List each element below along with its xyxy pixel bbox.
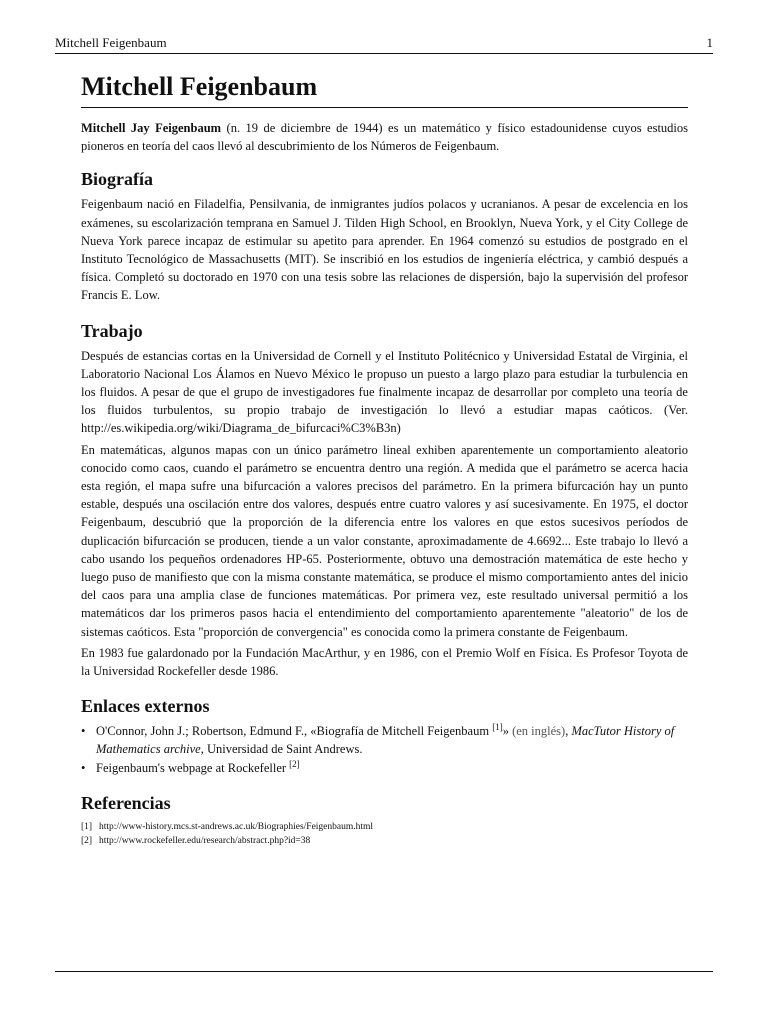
footer-divider <box>55 971 713 972</box>
footnote-ref[interactable]: [1] <box>492 722 503 733</box>
running-header-title: Mitchell Feigenbaum <box>55 35 167 50</box>
external-links-list <box>81 722 688 777</box>
trabajo-paragraph-2: En matemáticas, algunos mapas con un único parámetro lineal exhiben aparentemente un comportamiento aleatorio conocido como caos, cuando el parámetro se encuentra dentro una región. A medida que el parámetro se acerca hacia esta región, el mapa sufre una bifurcación a valores precisos del parámetro. En la primera bifurcación hay un punto estable, después una oscilación entre dos valores, después entre cuatro valores y así sucesivamente. En 1975, el doctor Feigenbaum, descubrió que la proporción de la diferencia entre los valores en que estos sucesivos períodos de duplicación bifurcación se producen, tiende a un valor constante, aproximadamente de 4.6692... Este trabajo lo llevó a cabo usando los pequeños ordenadores HP-65. Posteriormente, obtuvo una demostración matemática de este hecho y luego puso de manifiesto que con la misma constante matemática, se produce el mismo comportamiento antes del inicio del caos para una amplia clase de funciones matemáticas. Por primera vez, este resultado universal permitió a los matemáticos dar los primeros pasos hacia el entendimiento del comportamiento aparentemente "aleatorio" de los de sistemas caóticos. Esta "proporción de convergencia" es conocida como la primera constante de Feigenbaum. <box>81 442 688 639</box>
heading-biografia: Biografía <box>81 169 153 190</box>
heading-referencias: Referencias <box>81 792 171 813</box>
biografia-paragraph: Feigenbaum nació en Filadelfia, Pensilvania, de inmigrantes judíos polacos y ucranianos. A pesar de excelencia en los exámenes, su escolarización temprana en Samuel J. Tilden High School, en Brooklyn, Nueva York, y el City College de Nueva York parece incapaz de estimular su apetito para aprender. En 1964 comenzó su estudios de postgrado en el Instituto Tecnológico de Massachusetts (MIT). Se inscribió en los estudios de ingeniería eléctrica, y cambió después a física. Completó su doctorado en 1970 con una tesis sobre las relaciones de dispersión, bajo la supervisión del profesor Francis E. Low. <box>81 197 688 303</box>
external-link-tail: , Universidad de Saint Andrews. <box>200 742 363 757</box>
heading-trabajo: Trabajo <box>81 320 143 341</box>
reference-url[interactable]: http://www.rockefeller.edu/research/abstract.php?id=38 <box>99 835 311 846</box>
external-link-text[interactable]: O'Connor, John J.; Robertson, Edmund F., «Biografía de Mitchell Feigenbaum <box>96 724 493 739</box>
lead-text: (n. 19 de diciembre de 1944) es un matemático y físico estadounidense cuyos estudios pioneros en teoría del caos llevó al descubrimiento de los Números de Feigenbaum. <box>81 121 689 154</box>
external-link-text[interactable]: Feigenbaum's webpage at Rockefeller <box>96 760 290 775</box>
article-title: Mitchell Feigenbaum <box>81 70 688 108</box>
lead-paragraph <box>81 119 688 155</box>
reference-url[interactable]: http://www-history.mcs.st-andrews.ac.uk/Biographies/Feigenbaum.html <box>99 821 374 832</box>
reference-number: [1] <box>81 821 93 832</box>
heading-enlaces-externos: Enlaces externos <box>81 696 210 717</box>
language-note: (en inglés) <box>512 724 566 739</box>
reference-item <box>81 820 688 834</box>
external-link-item[interactable] <box>81 722 688 758</box>
external-link-closing: » <box>502 724 513 739</box>
external-link-item[interactable] <box>81 759 688 777</box>
external-link-comma: , <box>565 724 572 739</box>
trabajo-paragraph-1: Después de estancias cortas en la Universidad de Cornell y el Instituto Politécnico y Universidad Estatal de Virginia, el Laboratorio Nacional Los Álamos en Nuevo México le propuso un puesto a largo plazo para estudiar la turbulencia en los fluidos. A pesar de que el grupo de investigadores fue finalmente incapaz de desarrollar por completo una teoría de los fluidos turbulentos, su propio trabajo de investigación lo llevó a estudiar mapas caóticos. (Ver. http://es.wikipedia.org/wiki/Diagrama_de_bifurcaci%C3%B3n) <box>81 348 688 436</box>
publication-name: MacTutor History of Mathematics archive <box>96 724 675 757</box>
lead-bold-name: Mitchell Jay Feigenbaum <box>81 121 222 135</box>
article-body <box>81 70 688 848</box>
references-list <box>81 820 688 848</box>
trabajo-paragraph-3: En 1983 fue galardonado por la Fundación MacArthur, y en 1986, con el Premio Wolf en Física. Es Profesor Toyota de la Universidad Rockefeller desde 1986. <box>81 645 688 679</box>
reference-number: [2] <box>81 835 93 846</box>
page-number: 1 <box>706 35 713 50</box>
footnote-ref[interactable]: [2] <box>289 758 300 769</box>
running-header <box>55 35 713 54</box>
reference-item <box>81 834 688 848</box>
